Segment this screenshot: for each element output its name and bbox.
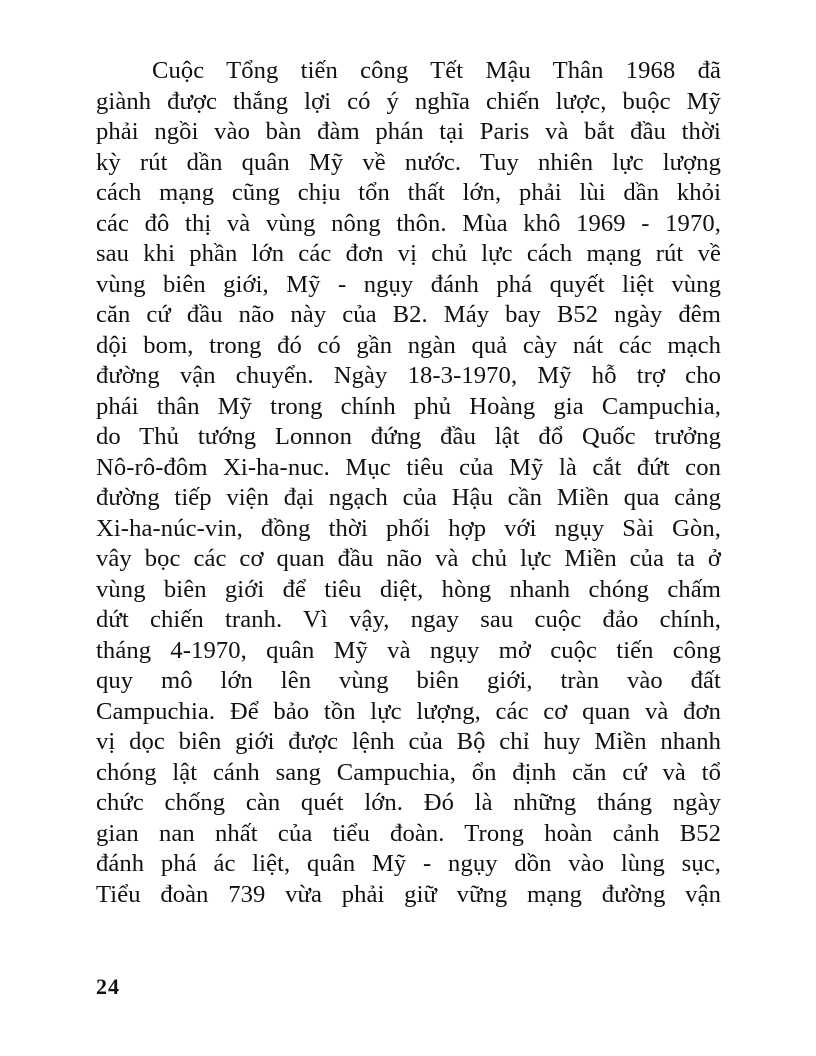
text-line: do Thủ tướng Lonnon đứng đầu lật đổ Quốc trưởng [96,423,721,450]
text-line: Campuchia. Để bảo tồn lực lượng, các cơ quan và đơn [96,697,721,725]
text-line: vây bọc các cơ quan đầu não và chủ lực Miền của ta ở [96,545,721,572]
text-line: Xi-ha-núc-vin, đồng thời phối hợp với ngụy Sài Gòn, [96,514,721,542]
text-line: Tiểu đoàn 739 vừa phải giữ vững mạng đường vận [96,880,721,908]
text-line: Nô-rô-đôm Xi-ha-nuc. Mục tiêu của Mỹ là cắt đứt con [96,453,721,481]
text-line: quy mô lớn lên vùng biên giới, tràn vào đất [96,667,721,694]
text-line: các đô thị và vùng nông thôn. Mùa khô 1969 - 1970, [96,209,721,237]
text-line: vị dọc biên giới được lệnh của Bộ chỉ huy Miền nhanh [96,728,721,755]
text-line: tháng 4-1970, quân Mỹ và ngụy mở cuộc tiến công [96,636,721,664]
text-line: giành được thắng lợi có ý nghĩa chiến lược, buộc Mỹ [96,87,721,115]
text-line: chóng lật cánh sang Campuchia, ổn định căn cứ và tổ [96,758,721,786]
text-line: đường tiếp viện đại ngạch của Hậu cần Miền qua cảng [96,484,721,511]
text-line: sau khi phần lớn các đơn vị chủ lực cách mạng rút về [96,240,721,267]
text-line: gian nan nhất của tiểu đoàn. Trong hoàn cảnh B52 [96,819,721,847]
body-paragraph [96,56,721,910]
text-line: dội bom, trong đó có gần ngàn quả cày nát các mạch [96,331,721,359]
text-line: chức chống càn quét lớn. Đó là những tháng ngày [96,789,721,816]
page-number: 24 [96,974,120,999]
text-line: vùng biên giới để tiêu diệt, hòng nhanh chóng chấm [96,575,721,603]
text-line: đường vận chuyển. Ngày 18-3-1970, Mỹ hỗ trợ cho [96,362,721,389]
text-line: phái thân Mỹ trong chính phủ Hoàng gia Campuchia, [96,392,721,420]
text-line: dứt chiến tranh. Vì vậy, ngay sau cuộc đảo chính, [96,606,721,633]
text-line: Cuộc Tổng tiến công Tết Mậu Thân 1968 đã [152,57,721,84]
text-line: kỳ rút dần quân Mỹ về nước. Tuy nhiên lực lượng [96,148,721,176]
text-line: phải ngồi vào bàn đàm phán tại Paris và bắt đầu thời [96,118,721,145]
text-line: căn cứ đầu não này của B2. Máy bay B52 ngày đêm [96,301,721,328]
text-line: đánh phá ác liệt, quân Mỹ - ngụy dồn vào lùng sục, [96,850,721,877]
text-line: vùng biên giới, Mỹ - ngụy đánh phá quyết liệt vùng [96,270,721,298]
text-line: cách mạng cũng chịu tổn thất lớn, phải lùi dần khỏi [96,179,721,206]
